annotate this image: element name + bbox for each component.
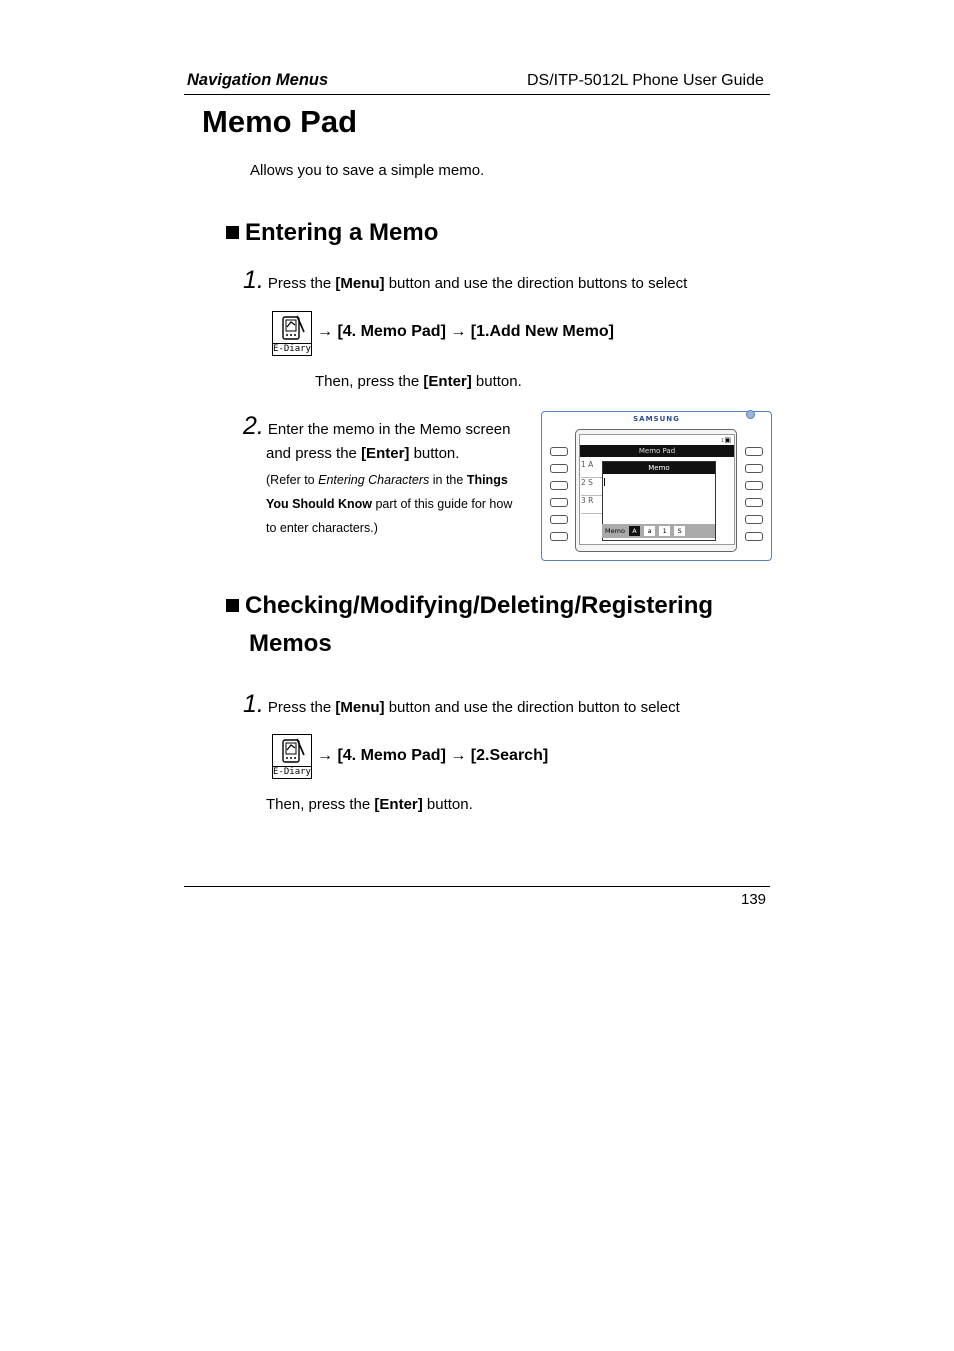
step-text: Press the [Menu] button and use the direction buttons to select [267,275,688,292]
bullet-square-icon [226,226,239,239]
step-number: 2. [243,412,264,440]
step-1-add-memo [243,266,687,296]
header-rule [184,94,770,95]
pda-icon [273,312,311,344]
header-guide-title: DS/ITP-5012L Phone User Guide [527,72,764,89]
list-item: 1 A [581,460,603,478]
step-2-note-line-2: You Should Know part of this guide for how [266,497,513,511]
mode-symbol: S [674,526,685,536]
header-section-title: Navigation Menus [187,71,329,89]
right-soft-key [745,498,763,507]
input-mode-bar [602,524,715,538]
step-1-search-memo [243,690,680,720]
step-number: 1. [243,690,264,718]
lcd-bezel [575,429,737,552]
left-soft-key [550,515,568,524]
mode-uppercase: A [629,526,640,536]
pda-icon [273,735,311,767]
right-soft-key [745,447,763,456]
input-mode-label: Memo [605,527,625,535]
memo-pad-title-bar: Memo Pad [580,445,734,457]
left-soft-key [550,532,568,541]
mode-lowercase: a [644,526,655,536]
left-soft-key [550,481,568,490]
list-item: 2 S [581,478,603,496]
lcd-display [579,434,735,545]
menu-path-search: → [4. Memo Pad] → [2.Search] [317,747,549,764]
intro-text: Allows you to save a simple memo. [250,162,485,179]
right-soft-key [745,464,763,473]
then-press-enter-2: Then, press the [Enter] button. [266,796,473,813]
section-heading-checking-memos: Checking/Modifying/Deleting/Registering [226,592,713,620]
status-icon: ↕▣ [720,437,731,444]
right-soft-key [745,515,763,524]
step-text: Press the [Menu] button and use the direction button to select [267,699,680,716]
step-2-note-line-1: (Refer to Entering Characters in the Things [266,473,508,487]
menu-path-add-memo: → [4. Memo Pad] → [1.Add New Memo] [317,323,614,340]
list-item: 3 R [581,496,603,514]
e-diary-icon [272,311,312,356]
e-diary-label: E-Diary [273,344,311,354]
right-soft-key [745,532,763,541]
section-heading-checking-memos-line-2: Memos [249,630,332,657]
step-2-note-line-3: to enter characters.) [266,521,378,535]
indicator-led-icon [746,410,755,419]
section-heading-entering-memo: Entering a Memo [226,219,438,247]
memo-list [581,460,603,514]
samsung-logo: SAMSUNG [633,415,680,423]
mode-number: 1 [659,526,670,536]
footer-rule [184,886,770,887]
step-2-line-2: and press the [Enter] button. [266,445,460,462]
bullet-square-icon [226,599,239,612]
text-cursor [604,478,605,486]
step-number: 1. [243,266,264,294]
left-soft-key [550,464,568,473]
page-title: Memo Pad [202,104,358,139]
phone-screen-illustration [541,411,772,561]
step-2-enter-memo: 2. Enter the memo in the Memo screen [243,412,511,440]
then-press-enter-1: Then, press the [Enter] button. [315,373,522,390]
memo-dialog-title: Memo [603,462,715,474]
left-soft-key [550,498,568,507]
page-number: 139 [741,891,767,908]
e-diary-icon [272,734,312,779]
left-soft-key [550,447,568,456]
right-soft-key [745,481,763,490]
e-diary-label: E-Diary [273,767,311,777]
